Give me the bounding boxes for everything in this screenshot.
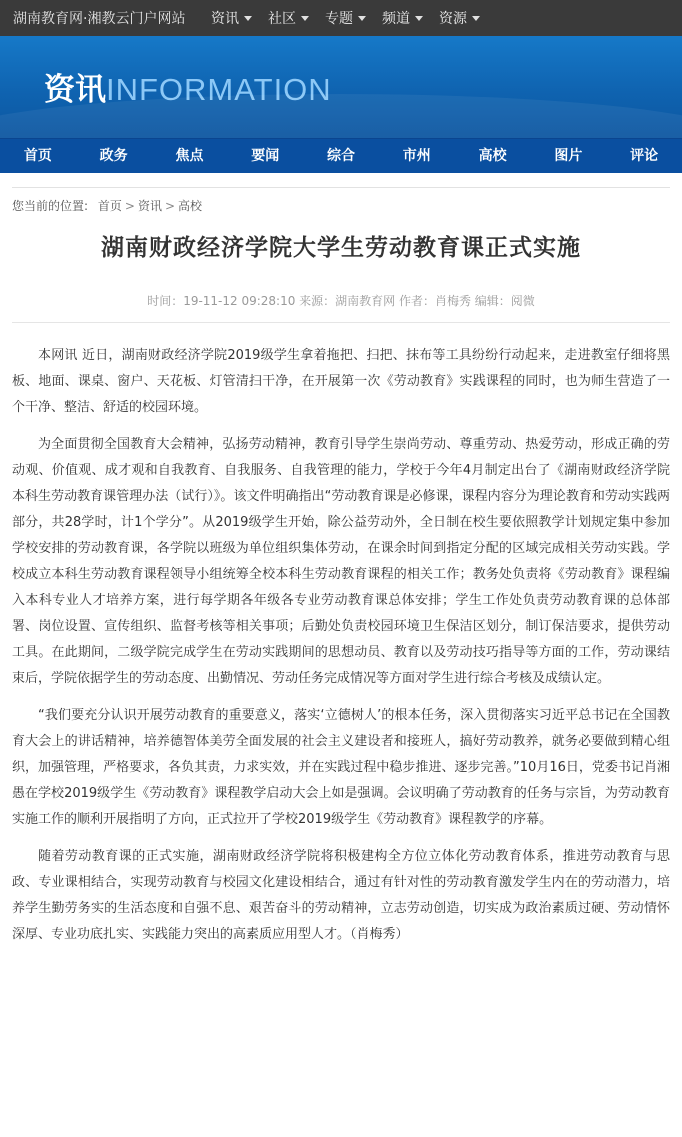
breadcrumb-link-news[interactable]: 资讯 [137, 199, 162, 213]
breadcrumb-label: 您当前的位置: [12, 199, 89, 213]
main-nav-comments[interactable]: 评论 [630, 148, 659, 164]
article-paragraph: 本网讯 近日，湖南财政经济学院2019级学生拿着拖把、扫把、抹布等工具纷纷行动起来，走进教室仔细将黑板、地面、课桌、窗户、天花板、灯管清扫干净，在开展第一次《劳动教育》实践课程的同时，也为师生营造了一个干净、整洁、舒适的校园环境。 [12, 348, 670, 415]
main-nav-headlines[interactable]: 要闻 [251, 148, 280, 164]
article-meta: 时间：19-11-12 09:28:10 来源：湖南教育网 作者：肖梅秀 编辑：阅微 [147, 294, 535, 308]
main-nav-government[interactable]: 政务 [99, 148, 128, 164]
article-title: 湖南财政经济学院大学生劳动教育课正式实施 [101, 235, 581, 261]
article-paragraph: “我们要充分认识开展劳动教育的重要意义，落实‘立德树人’的根本任务，深入贯彻落实习近平总书记在全国教育大会上的讲话精神，培养德智体美劳全面发展的社会主义建设者和接班人，搞好劳动教养，就务必要做到精心组织，加强管理，严格要求，各负其责，力求实效，并在实践过程中稳步推进、逐步完善。”10月16日，党委书记肖湘愚在学校2019级学生《劳动教育》课程教学启动大会上如是强调。会议明确了劳动教育的任务与宗旨，为劳动教育实施工作的顺利开展指明了方向，正式拉开了学校2019级学生《劳动教育》课程教学的序幕。 [12, 708, 670, 827]
article-paragraph: 随着劳动教育课的正式实施，湖南财政经济学院将积极建构全方位立体化劳动教育体系，推进劳动教育与思政、专业课相结合，实现劳动教育与校园文化建设相结合，通过有针对性的劳动教育激发学生内在的劳动潜力，培养学生勤劳务实的生活态度和自强不息、艰苦奋斗的劳动精神，立志劳动创造，切实成为政治素质过硬、劳动情怀深厚、专业功底扎实、实践能力突出的高素质应用型人才。（肖梅秀） [12, 849, 670, 942]
section-title-cn: 资讯 [44, 72, 106, 108]
breadcrumb-separator: > [124, 199, 135, 213]
site-name[interactable]: 湖南教育网·湘教云门户网站 [13, 11, 186, 27]
main-nav [0, 138, 682, 173]
top-nav-community[interactable] [268, 8, 309, 28]
section-banner [0, 36, 682, 138]
top-nav-channels[interactable] [382, 8, 423, 28]
top-bar [0, 0, 682, 36]
chevron-down-icon [415, 16, 423, 21]
chevron-down-icon [244, 16, 252, 21]
top-nav-label: 社区 [268, 11, 296, 27]
top-nav-label: 资源 [439, 11, 467, 27]
main-nav-cities[interactable]: 市州 [402, 148, 431, 164]
top-nav-label: 频道 [382, 11, 410, 27]
section-title [44, 71, 332, 109]
article-paragraph: 为全面贯彻全国教育大会精神，弘扬劳动精神，教育引导学生崇尚劳动、尊重劳动、热爱劳动，形成正确的劳动观、价值观、成才观和自我教育、自我服务、自我管理的能力，学校于今年4月制定出台了《湖南财政经济学院本科生劳动教育课管理办法（试行）》。该文件明确指出“劳动教育课是必修课，课程内容分为理论教育和劳动实践两部分，共28学时，计1个学分”。从2019级学生开始，除公益劳动外，全日制在校生要依照教学计划规定集中参加学校安排的劳动教育课，各学院以班级为单位组织集体劳动，在课余时间到指定分配的区域完成相关劳动实践。学校成立本科生劳动教育课程领导小组统筹全校本科生劳动教育课程的相关工作；教务处负责将《劳动教育》课程编入本科专业人才培养方案，进行每学期各年级各专业劳动教育课总体安排；学生工作处负责劳动教育课的总体部署、岗位设置、宣传组织、监督考核等相关事项；后勤处负责校园环境卫生保洁区划分，制订保洁要求，提供劳动工具。在此期间，二级学院完成学生在劳动实践期间的思想动员、教育以及劳动技巧指导等方面的工作，劳动课结束后，学院依据学生的劳动态度、出勤情况、劳动任务完成情况等方面对学生进行综合考核及成绩认定。 [12, 437, 670, 686]
main-nav-photos[interactable]: 图片 [554, 148, 583, 164]
breadcrumb-link-home[interactable]: 首页 [97, 199, 122, 213]
top-nav-resources[interactable] [439, 8, 480, 28]
breadcrumb-separator: > [164, 199, 176, 213]
top-nav-news[interactable] [211, 8, 252, 28]
top-nav-label: 资讯 [211, 11, 239, 27]
main-nav-focus[interactable]: 焦点 [175, 148, 204, 164]
main-nav-general[interactable]: 综合 [327, 148, 356, 164]
top-nav-topics[interactable] [325, 8, 366, 28]
content-area [0, 187, 682, 948]
divider [12, 322, 670, 323]
breadcrumb-link-universities[interactable]: 高校 [178, 199, 203, 213]
top-nav-label: 专题 [325, 11, 353, 27]
top-nav [211, 8, 496, 28]
chevron-down-icon [358, 16, 366, 21]
main-nav-universities[interactable]: 高校 [478, 148, 507, 164]
chevron-down-icon [472, 16, 480, 21]
article-body [12, 343, 670, 948]
main-nav-home[interactable]: 首页 [23, 148, 52, 164]
breadcrumb [12, 187, 670, 217]
chevron-down-icon [301, 16, 309, 21]
section-title-en: INFORMATION [106, 72, 332, 107]
